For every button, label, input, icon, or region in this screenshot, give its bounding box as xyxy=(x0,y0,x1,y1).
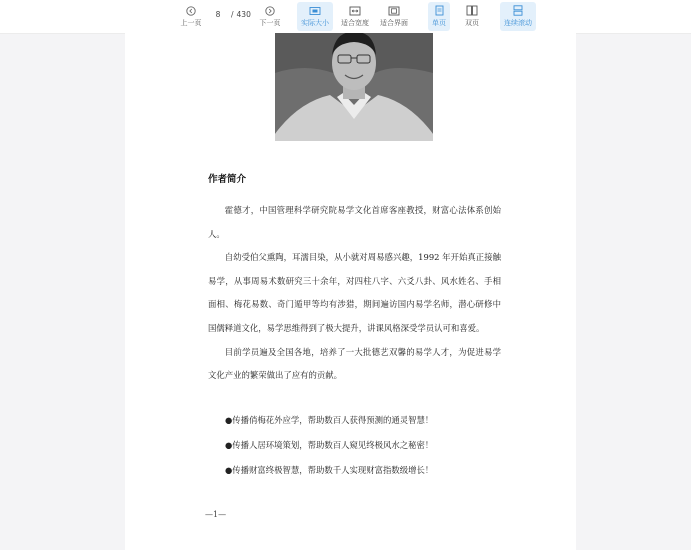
actual-size-button[interactable] xyxy=(297,2,333,31)
single-page-icon xyxy=(435,5,444,16)
chevron-right-icon xyxy=(265,6,275,16)
author-bio xyxy=(208,199,501,388)
fit-width-label: 适合宽度 xyxy=(341,18,369,27)
double-page-icon xyxy=(466,5,478,16)
chevron-left-icon xyxy=(186,6,196,16)
document-page xyxy=(125,33,576,550)
bio-paragraph: 自幼受伯父熏陶，耳濡目染，从小就对周易感兴趣，1992 年开始真正接触易学，从事周易术数研究三十余年，对四柱八字、六爻八卦、风水姓名、手相面相、梅花易数、奇门遁甲等均有涉猎，期间遍访国内易学名师，潜心研修中国儒释道文化，易学思维得到了极大提升，讲课风格深受学员认可和喜爱。 xyxy=(208,252,501,333)
actual-size-label: 实际大小 xyxy=(301,18,329,27)
actual-size-icon xyxy=(309,6,321,16)
next-page-button[interactable] xyxy=(255,2,285,31)
page-number: —1— xyxy=(205,510,227,519)
double-page-button[interactable] xyxy=(460,2,484,31)
total-pages: 430 xyxy=(236,10,251,19)
list-item: ●传播财富终极智慧，帮助数千人实现财富指数级增长！ xyxy=(225,465,434,475)
current-page-input[interactable]: 8 xyxy=(215,10,221,19)
section-heading: 作者简介 xyxy=(208,174,247,185)
achievement-list xyxy=(225,408,433,483)
continuous-scroll-label: 连续滚动 xyxy=(504,19,532,27)
list-item: ●传播人居环境策划，帮助数百人窥见终极风水之秘密！ xyxy=(225,440,434,450)
bio-paragraph: 目前学员遍及全国各地，培养了一大批德艺双馨的易学人才，为促进易学文化产业的繁荣做出了应有的贡献。 xyxy=(208,346,501,381)
fit-width-icon xyxy=(349,6,361,16)
page-separator: / xyxy=(231,10,234,19)
author-photo xyxy=(275,33,433,141)
reader-toolbar xyxy=(0,0,691,34)
fit-page-icon xyxy=(388,6,400,16)
page-indicator xyxy=(208,10,251,19)
fit-width-button[interactable] xyxy=(338,2,372,31)
prev-page-button[interactable] xyxy=(175,2,207,31)
single-page-label: 单页 xyxy=(432,19,446,27)
fit-page-label: 适合界面 xyxy=(380,18,408,27)
next-page-label: 下一页 xyxy=(259,18,281,27)
bio-paragraph: 霍德才，中国管理科学研究院易学文化首席客座教授，财富心法体系创始人。 xyxy=(208,205,501,239)
fit-page-button[interactable] xyxy=(377,2,411,31)
double-page-label: 双页 xyxy=(465,19,479,27)
single-page-button[interactable] xyxy=(428,2,450,31)
prev-page-label: 上一页 xyxy=(180,18,202,27)
continuous-scroll-icon xyxy=(513,5,523,16)
continuous-scroll-button[interactable] xyxy=(500,2,536,31)
list-item: ●传播俏梅花外应学，帮助数百人获得预测的通灵智慧！ xyxy=(225,415,434,425)
